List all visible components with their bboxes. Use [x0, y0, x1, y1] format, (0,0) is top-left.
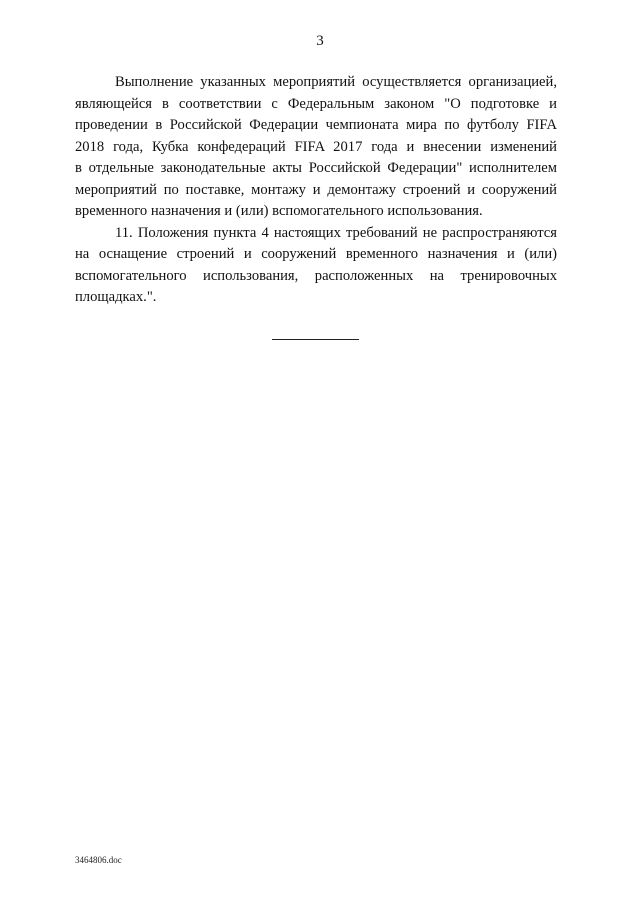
- document-body: [75, 72, 557, 309]
- text-line: мероприятий по поставке, монтажу и демонтажу строений и сооружений: [75, 181, 557, 198]
- text-line: 11. Положения пункта 4 настоящих требований не распространяются: [115, 224, 557, 241]
- text-line: проведении в Российской Федерации чемпионата мира по футболу FIFA: [75, 117, 557, 133]
- text-line: Выполнение указанных мероприятий осуществляется организацией,: [115, 74, 557, 90]
- text-line: 2018 года, Кубка конфедераций FIFA 2017 года и внесении изменений: [75, 138, 557, 155]
- text-line: являющейся в соответствии с Федеральным законом "О подготовке и: [75, 95, 557, 112]
- text-line: площадках.".: [75, 289, 157, 305]
- end-of-text-rule: [272, 339, 359, 340]
- text-line: вспомогательного использования, расположенных на тренировочных: [75, 267, 557, 284]
- text-line: временного назначения и (или) вспомогательного использования.: [75, 203, 483, 219]
- paragraph-2: [75, 223, 557, 309]
- text-line: в отдельные законодательные акты Российской Федерации" исполнителем: [75, 160, 557, 176]
- page-number: 3: [316, 33, 324, 49]
- document-file-reference: 3464806.doc: [75, 855, 122, 865]
- paragraph-1: [75, 72, 557, 223]
- text-line: на оснащение строений и сооружений временного назначения и (или): [75, 246, 557, 262]
